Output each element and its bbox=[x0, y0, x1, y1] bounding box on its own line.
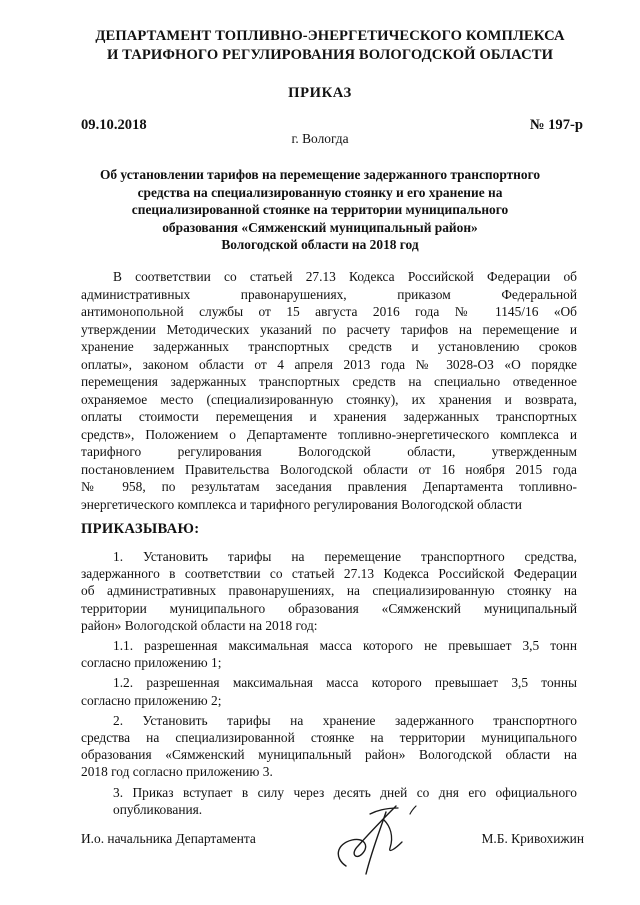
preamble-line: административных правонарушениях, приказом Федеральной bbox=[81, 286, 577, 302]
item-line: образования «Сямженский муниципальный район» Вологодской области на bbox=[81, 747, 577, 763]
item-line: 2018 год согласно приложению 3. bbox=[81, 764, 273, 780]
item-line: 1.1. разрешенная максимальная масса которого не превышает 3,5 тонн bbox=[113, 638, 577, 654]
preamble-line: оплаты», законом области от 4 апреля 2013 года № 3028-ОЗ «О порядке bbox=[81, 356, 577, 372]
preamble-line: средств», Положением о Департаменте топливно-энергетического комплекса и bbox=[81, 426, 577, 442]
preamble-line: № 958, по результатам заседания правления Департамента топливно- bbox=[81, 479, 577, 494]
preamble-line: перемещения задержанных транспортных средств на специально отведенное bbox=[81, 374, 577, 389]
item-line: 2. Установить тарифы на хранение задержанного транспортного bbox=[113, 712, 577, 728]
preamble-line: оплаты стоимости перемещения и хранения задержанных транспортных bbox=[81, 409, 577, 424]
order-title bbox=[95, 166, 545, 254]
order-items bbox=[81, 548, 577, 818]
signatory-role: И.о. начальника Департамента bbox=[81, 831, 256, 846]
title-line: специализированной стоянке на территории муниципального bbox=[131, 202, 509, 217]
item-line: согласно приложению 1; bbox=[81, 655, 222, 671]
handwritten-signature bbox=[326, 796, 422, 880]
order-item-2 bbox=[81, 712, 577, 781]
item-line: об административных правонарушениях, на специализированную стоянку на bbox=[81, 583, 577, 599]
title-line: Вологодской области на 2018 год bbox=[221, 237, 419, 252]
title-line: образования «Сямженский муниципальный район» bbox=[162, 219, 478, 235]
item-line: задержанного в соответствии со статьей 27.13 Кодекса Российской Федерации bbox=[81, 566, 577, 582]
item-line: 1.2. разрешенная максимальная масса которого превышает 3,5 тонны bbox=[113, 675, 577, 691]
preamble-line: антимонопольной службы от 15 августа 2016 года № 1145/16 «Об bbox=[81, 304, 577, 319]
order-item-1-1 bbox=[81, 637, 577, 671]
order-word: ПРИКАЗЫВАЮ: bbox=[81, 521, 200, 537]
order-date: 09.10.2018 bbox=[81, 117, 147, 133]
item-line: средства на специализированной стоянке на территории муниципального bbox=[81, 730, 577, 746]
preamble-line: постановлением Правительства Вологодской области от 16 ноября 2015 года bbox=[81, 461, 577, 477]
preamble-line: энергетического комплекса и тарифного регулирования Вологодской области bbox=[81, 496, 522, 512]
preamble-line: тарифного регулирования Вологодской области, утвержденным bbox=[81, 444, 577, 459]
preamble-line: утверждении Методических указаний по расчету тарифов на перемещение и bbox=[81, 321, 577, 337]
signatory-name: М.Б. Кривохижин bbox=[481, 831, 584, 846]
item-line: согласно приложению 2; bbox=[81, 692, 222, 708]
preamble-line: охраняемое место (специализированную стоянку), их хранения и возврата, bbox=[81, 391, 577, 407]
item-line: район» Вологодской области на 2018 год: bbox=[81, 617, 318, 633]
title-line: средства на специализированную стоянку и его хранение на bbox=[137, 184, 503, 200]
item-line: территории муниципального образования «Сямженский муниципальный bbox=[81, 600, 577, 616]
item-line: 3. Приказ вступает в силу через десять дней со дня его официального bbox=[113, 784, 577, 800]
preamble-line: хранение задержанных транспортных средств и установлению сроков bbox=[81, 339, 577, 354]
preamble-paragraph bbox=[81, 268, 577, 513]
title-line: Об установлении тарифов на перемещение задержанного транспортного bbox=[99, 167, 541, 182]
order-city: г. Вологда bbox=[291, 131, 349, 146]
order-number: № 197-р bbox=[529, 117, 583, 133]
department-line-2: И ТАРИФНОГО РЕГУЛИРОВАНИЯ ВОЛОГОДСКОЙ ОБЛАСТИ bbox=[106, 47, 554, 63]
order-item-1-2 bbox=[81, 674, 577, 708]
document-type: ПРИКАЗ bbox=[288, 85, 352, 101]
item-line: опубликования. bbox=[113, 801, 203, 817]
item-line: 1. Установить тарифы на перемещение транспортного средства, bbox=[113, 549, 577, 564]
department-header bbox=[60, 27, 600, 65]
order-item-1 bbox=[81, 548, 577, 634]
department-line-1: ДЕПАРТАМЕНТ ТОПЛИВНО-ЭНЕРГЕТИЧЕСКОГО КОМПЛЕКСА bbox=[95, 28, 565, 44]
preamble-line: В соответствии со статьей 27.13 Кодекса Российской Федерации об bbox=[113, 269, 577, 284]
